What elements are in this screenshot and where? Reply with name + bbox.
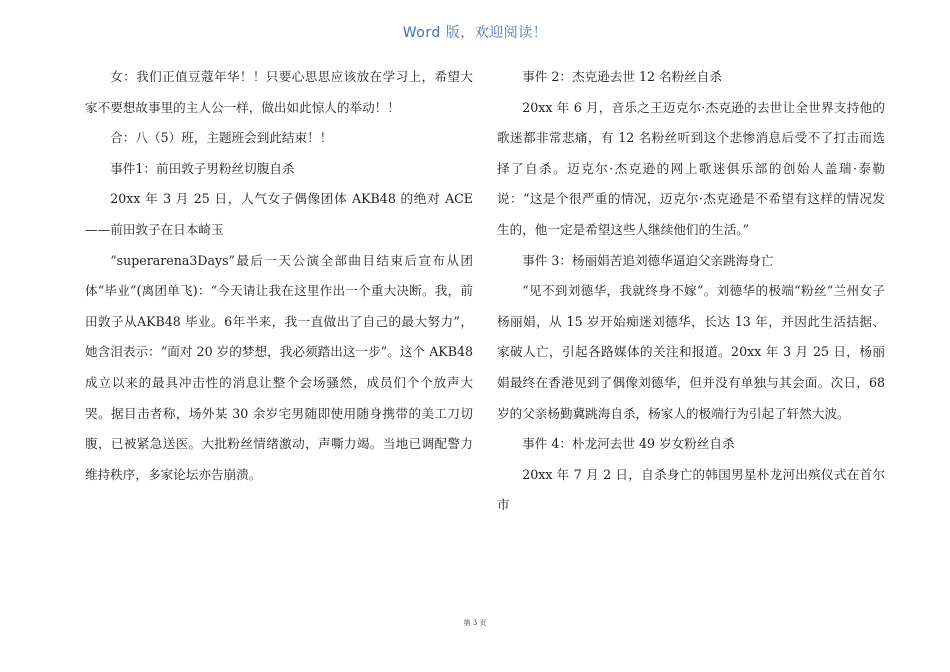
paragraph: “见不到刘德华，我就终身不嫁”。刘德华的极端“粉丝”兰州女子杨丽娟，从 15 岁开始痴迷刘德华，长达 13 年，并因此生活拮据、家破人亡，引起各路媒体的关注和报道。20xx 年 3 月 25 日，杨丽娟最终在香港见到了偶像刘德华，但并没有单独与其会面。次日，68 岁的父亲杨勤冀跳海自杀，杨家人的极端行为引起了轩然大波。 (497, 283, 885, 421)
paragraph: “superarena3Days”最后一天公演全部曲目结束后宣布从团体“毕业”(离团单飞)：“今天请让我在这里作出一个重大决断。我，前田敦子从AKB48 毕业。6年半来，我一直做出了自己的最大努力”，她含泪表示：“面对 20 岁的梦想，我必须踏出这一步”。这个 AKB48 成立以来的最具冲击性的消息让整个会场骚然，成员们个个放声大哭。据目击者称，场外某 30 余岁宅男随即使用随身携带的美工刀切腹，已被紧急送医。大批粉丝情绪激动，声嘶力竭。当地已调配警力维持秩序，多家论坛亦告崩溃。 (85, 252, 473, 482)
right-text-column (497, 62, 885, 521)
paragraph: 合：八（5）班，主题班会到此结束！！ (110, 130, 333, 146)
event-heading: 事件1：前田敦子男粉丝切腹自杀 (110, 160, 295, 176)
paragraph: 女：我们正值豆蔻年华！！只要心思思应该放在学习上，希望大家不要想故事里的主人公一样，做出如此惊人的举动！！ (85, 69, 473, 115)
document-header: Word 版，欢迎阅读！ (402, 25, 548, 41)
left-text-column (85, 62, 473, 490)
page-number: 第 3 页 (463, 619, 487, 627)
event-heading: 事件 3：杨丽娟苦追刘德华逼迫父亲跳海身亡 (522, 252, 774, 268)
paragraph: 20xx 年 7 月 2 日，自杀身亡的韩国男星朴龙河出殡仪式在首尔市 (497, 466, 885, 513)
event-heading: 事件 4：朴龙河去世 49 岁女粉丝自杀 (522, 436, 735, 452)
paragraph: 20xx 年 3 月 25 日，人气女子偶像团体 AKB48 的绝对 ACE——前田敦子在日本崎玉 (85, 191, 473, 237)
event-heading: 事件 2：杰克逊去世 12 名粉丝自杀 (522, 69, 722, 84)
paragraph: 20xx 年 6 月，音乐之王迈克尔·杰克逊的去世让全世界支持他的歌迷都非常悲痛，有 12 名粉丝听到这个悲惨消息后受不了打击而选择了自杀。迈克尔·杰克逊的网上歌迷俱乐部的创始人盖瑞·泰勒说：“这是个很严重的情况，迈克尔·杰克逊是不希望有这样的情况发生的，他一定是希望这些人继续他们的生活。” (497, 99, 885, 237)
